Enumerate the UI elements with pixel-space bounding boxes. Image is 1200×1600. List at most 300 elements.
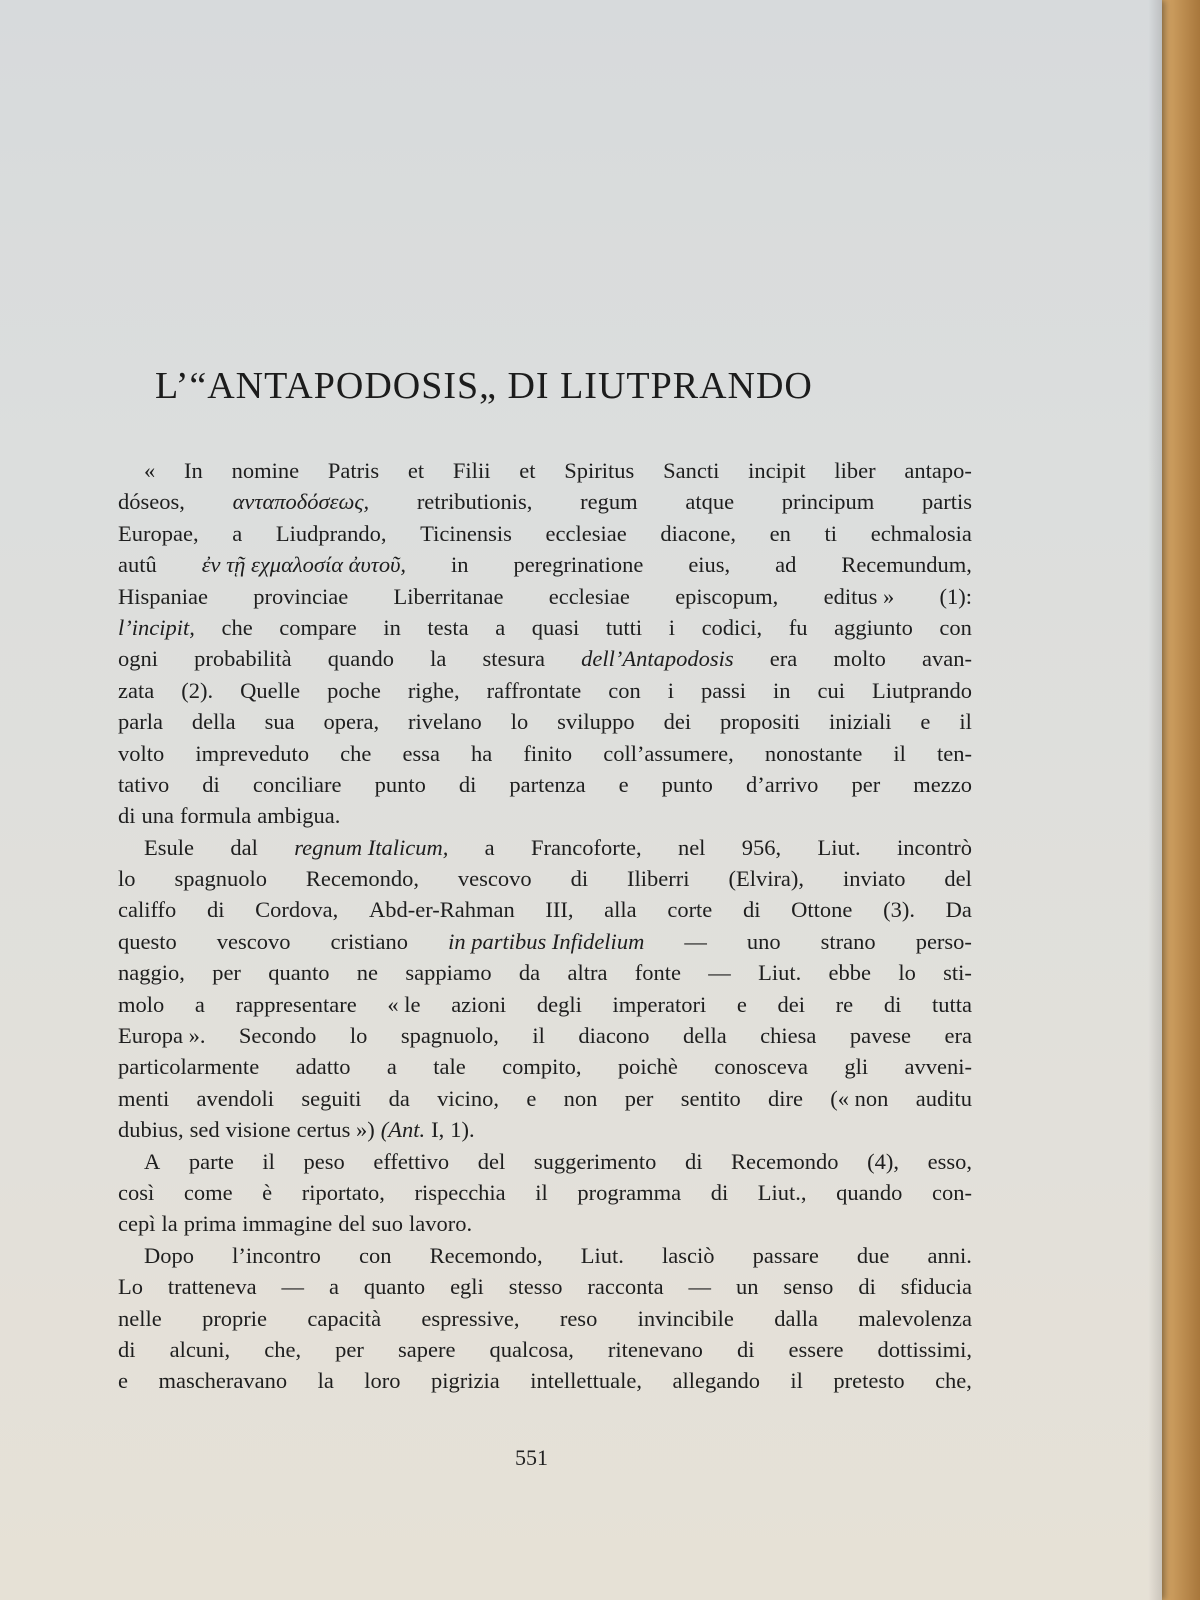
word: dubius,: [118, 1117, 184, 1143]
word: en: [769, 520, 791, 546]
word: gli: [844, 1054, 869, 1080]
word: ad: [775, 552, 797, 578]
word: non: [563, 1085, 598, 1111]
word: Europae,: [118, 520, 199, 546]
word: Sancti: [663, 458, 720, 483]
word: a: [495, 614, 506, 640]
word: quando: [836, 1179, 903, 1205]
word: con: [358, 1242, 392, 1268]
word: con-: [931, 1179, 972, 1205]
word: lo: [898, 960, 916, 986]
word: Liutprando: [871, 677, 972, 703]
text-line: [118, 675, 972, 706]
word: nomine: [231, 458, 300, 483]
word: seguiti: [301, 1085, 362, 1111]
word: peso: [303, 1148, 345, 1174]
word: eius,: [688, 552, 731, 578]
word: sapere: [397, 1336, 456, 1362]
word: il: [532, 1023, 545, 1049]
word: fu: [788, 614, 808, 640]
word: naggio,: [118, 960, 185, 986]
word: dei: [777, 991, 806, 1017]
word: in: [383, 614, 401, 640]
word: del: [944, 866, 972, 892]
word: avendoli: [196, 1085, 275, 1111]
word: riportato,: [301, 1179, 385, 1205]
word: perso-: [915, 928, 972, 954]
word: vescovo: [216, 928, 291, 954]
body-text: [118, 455, 972, 1397]
word: califfo: [118, 897, 177, 923]
word: sed: [189, 1117, 220, 1143]
word: raffrontate: [486, 677, 582, 703]
word: ἐν τῇ εχμαλοσία ἀυτοῦ,: [201, 552, 407, 578]
word: conosceva: [714, 1054, 808, 1080]
word: in: [450, 552, 469, 578]
word: a: [386, 1054, 397, 1080]
word: Liut.,: [757, 1179, 807, 1205]
word: immagine: [242, 1211, 333, 1237]
word: propositi: [720, 709, 801, 735]
word: avan-: [921, 646, 972, 672]
word: ti: [824, 520, 838, 546]
word: i: [668, 614, 675, 640]
word: lo: [349, 1023, 368, 1049]
word: episcopum,: [675, 583, 779, 609]
word: chiesa: [760, 1023, 817, 1049]
word: lo: [118, 866, 136, 892]
word: l’incontro: [232, 1242, 321, 1268]
word: dalla: [774, 1305, 818, 1331]
word: ebbe: [828, 960, 872, 986]
word: ecclesiae: [548, 583, 630, 609]
word: ambigua.: [257, 803, 341, 829]
word: (4),: [867, 1148, 899, 1174]
word: e: [118, 1368, 128, 1394]
word: pavese: [849, 1023, 912, 1049]
word: da: [518, 960, 541, 986]
word: il: [262, 1148, 275, 1174]
word: suggerimento: [533, 1148, 657, 1174]
word: cristiano: [330, 928, 409, 954]
word: rispecchia: [414, 1179, 506, 1205]
word: Hispaniae: [118, 583, 208, 609]
word: dell’Antapodosis: [581, 646, 734, 672]
word: dottissimi,: [877, 1336, 972, 1362]
word: cepì: [118, 1211, 156, 1237]
word: fonte: [634, 960, 681, 986]
word: invincibile: [637, 1305, 734, 1331]
word: 1).: [450, 1117, 475, 1143]
word: pigrizia: [431, 1368, 500, 1394]
word: codici,: [701, 614, 763, 640]
text-line: [118, 769, 972, 800]
word: capacità: [307, 1305, 382, 1331]
word: (Elvira),: [728, 866, 805, 892]
word: dal: [230, 834, 258, 860]
word: di: [710, 1179, 729, 1205]
word: nelle: [118, 1305, 162, 1331]
word: Spiritus: [564, 458, 635, 483]
word: zata: [118, 677, 155, 703]
text-line: [118, 894, 972, 925]
text-line: [118, 1177, 972, 1208]
word: partenza: [509, 771, 586, 797]
word: per: [335, 1336, 364, 1362]
word: uno: [746, 928, 781, 954]
word: essa: [402, 740, 440, 766]
word: egli: [450, 1274, 484, 1300]
word: loro: [364, 1368, 401, 1394]
word: del: [338, 1211, 366, 1237]
word: In: [184, 458, 203, 483]
word: et: [519, 458, 536, 483]
word: era: [944, 1023, 972, 1049]
word: effettivo: [373, 1148, 450, 1174]
word: azioni: [451, 991, 507, 1017]
text-line: [118, 863, 972, 894]
word: per: [212, 960, 241, 986]
word: nel: [677, 834, 706, 860]
text-line: [118, 832, 972, 863]
word: editus »: [823, 583, 895, 609]
word: tale: [433, 1054, 466, 1080]
word: I,: [431, 1117, 445, 1143]
word: visione: [225, 1117, 291, 1143]
word: suo: [371, 1211, 403, 1237]
word: di: [206, 897, 225, 923]
word: di: [202, 771, 220, 797]
word: il: [959, 709, 972, 735]
word: lo: [510, 709, 529, 735]
word: tutta: [931, 991, 972, 1017]
word: dire: [768, 1085, 803, 1111]
text-line: [118, 738, 972, 769]
word: a: [328, 1274, 339, 1300]
word: Cordova,: [255, 897, 339, 923]
word: (3).: [883, 897, 915, 923]
word: di: [684, 1148, 703, 1174]
word: pretesto: [833, 1368, 905, 1394]
word: echmalosia: [870, 520, 972, 546]
text-line: [118, 1083, 972, 1114]
word: righe,: [407, 677, 460, 703]
word: molo: [118, 991, 165, 1017]
word: probabilità: [194, 646, 292, 672]
word: anni.: [927, 1242, 972, 1268]
word: compare: [279, 614, 357, 640]
word: formula: [180, 803, 252, 829]
word: il: [893, 740, 906, 766]
word: i: [667, 677, 674, 703]
word: strano: [820, 928, 876, 954]
word: essere: [788, 1336, 844, 1362]
word: (1):: [939, 583, 972, 609]
word: imperatori: [612, 991, 707, 1017]
word: dóseos,: [118, 489, 185, 515]
word: vicino,: [437, 1085, 500, 1111]
word: in partibus Infidelium: [448, 928, 645, 954]
word: Iliberri: [627, 866, 690, 892]
word: Europa ».: [118, 1023, 206, 1049]
word: lasciò: [662, 1242, 715, 1268]
text-line: [118, 800, 972, 831]
word: e: [920, 709, 931, 735]
word: Francoforte,: [531, 834, 642, 860]
word: è: [262, 1179, 273, 1205]
word: antapo-: [904, 458, 972, 483]
word: corte: [667, 897, 713, 923]
word: poichè: [617, 1054, 678, 1080]
word: cui: [817, 677, 845, 703]
word: vescovo: [457, 866, 532, 892]
word: per: [624, 1085, 654, 1111]
word: da: [388, 1085, 410, 1111]
text-line: [118, 1114, 972, 1145]
word: ha: [471, 740, 493, 766]
word: il: [535, 1179, 548, 1205]
word: sti-: [943, 960, 972, 986]
word: spagnuolo: [174, 866, 267, 892]
text-line: [118, 1051, 972, 1082]
word: nonostante: [764, 740, 863, 766]
word: Recemondo,: [429, 1242, 543, 1268]
text-line: [118, 518, 972, 549]
word: prima: [183, 1211, 237, 1237]
text-line: [118, 926, 972, 957]
word: dei: [663, 709, 692, 735]
word: era: [769, 646, 798, 672]
word: della: [191, 709, 236, 735]
word: ανταποδόσεως,: [232, 489, 370, 515]
word: mezzo: [913, 771, 972, 797]
word: di: [736, 1336, 755, 1362]
word: espressive,: [421, 1305, 520, 1331]
word: del: [477, 1148, 506, 1174]
word: incipit: [748, 458, 806, 483]
text-line: [118, 455, 972, 486]
word: Quelle: [240, 677, 301, 703]
word: stesso: [508, 1274, 563, 1300]
word: Secondo: [238, 1023, 317, 1049]
word: Liberritanae: [393, 583, 504, 609]
word: compito,: [502, 1054, 582, 1080]
word: di: [118, 803, 136, 829]
word: due: [856, 1242, 890, 1268]
word: mascheravano: [158, 1368, 288, 1394]
word: punto: [661, 771, 713, 797]
word: di: [742, 897, 761, 923]
word: tativo: [118, 771, 170, 797]
word: Recemundum,: [841, 552, 972, 578]
word: aggiunto: [834, 614, 913, 640]
text-line: [118, 1365, 972, 1396]
word: malevolenza: [858, 1305, 972, 1331]
word: Liut.: [580, 1242, 624, 1268]
word: con: [608, 677, 641, 703]
word: e: [618, 771, 629, 797]
word: Recemondo,: [305, 866, 419, 892]
word: Liudprando,: [275, 520, 387, 546]
word: Ottone: [791, 897, 853, 923]
text-line: [118, 612, 972, 643]
word: sappiamo: [405, 960, 492, 986]
word: degli: [536, 991, 582, 1017]
word: il: [790, 1368, 803, 1394]
text-line: [118, 549, 972, 580]
word: un: [735, 1274, 759, 1300]
word: incontrò: [896, 834, 972, 860]
word: di: [858, 1274, 876, 1300]
word: impreveduto: [195, 740, 310, 766]
text-line: [118, 1271, 972, 1302]
word: intellettuale,: [530, 1368, 643, 1394]
word: a: [194, 991, 205, 1017]
word: e: [736, 991, 747, 1017]
word: di: [118, 1336, 136, 1362]
word: con: [939, 614, 972, 640]
word: autû: [118, 552, 157, 578]
word: retributionis,: [416, 489, 533, 515]
chapter-title: L’“ANTAPODOSIS„ DI LIUTPRANDO: [155, 365, 813, 407]
word: che: [340, 740, 372, 766]
word: della: [683, 1023, 727, 1049]
word: lavoro.: [408, 1211, 473, 1237]
word: parla: [118, 709, 163, 735]
word: « le: [387, 991, 421, 1017]
word: sviluppo: [557, 709, 635, 735]
text-line: [118, 643, 972, 674]
word: a: [484, 834, 495, 860]
word: adatto: [295, 1054, 351, 1080]
word: alcuni,: [169, 1336, 231, 1362]
word: re: [835, 991, 854, 1017]
word: ten-: [937, 740, 972, 766]
word: particolarmente: [118, 1054, 260, 1080]
word: programma: [577, 1179, 682, 1205]
word: qualcosa,: [489, 1336, 574, 1362]
word: così: [118, 1179, 155, 1205]
word: liber: [834, 458, 876, 483]
word: la: [317, 1368, 334, 1394]
word: ogni: [118, 646, 159, 672]
word: questo: [118, 928, 177, 954]
word: che,: [935, 1368, 972, 1394]
word: tratteneva: [167, 1274, 257, 1300]
word: di: [570, 866, 589, 892]
word: di: [883, 991, 902, 1017]
word: «: [144, 458, 156, 483]
word: Esule: [144, 834, 194, 860]
word: poche: [327, 677, 381, 703]
page-number: 551: [515, 1445, 548, 1470]
word: (2).: [181, 677, 214, 703]
word: diacono: [578, 1023, 650, 1049]
word: molto: [833, 646, 886, 672]
word: regnum Italicum,: [294, 834, 449, 860]
word: —: [684, 928, 707, 954]
word: regum: [580, 489, 638, 515]
word: sentito: [680, 1085, 741, 1111]
word: quando: [327, 646, 394, 672]
word: auditu: [915, 1085, 972, 1111]
text-line: [118, 1303, 972, 1334]
word: —: [708, 960, 731, 986]
word: testa: [427, 614, 469, 640]
word: ritenevano: [607, 1336, 703, 1362]
word: inviato: [842, 866, 906, 892]
word: tutti: [605, 614, 643, 640]
text-line: [118, 1208, 972, 1239]
page-edge-shadow: [1148, 0, 1162, 1600]
text-line: [118, 581, 972, 612]
word: senso: [783, 1274, 834, 1300]
text-line: [118, 1334, 972, 1365]
word: Abd-er-Rahman: [368, 897, 515, 923]
word: parte: [188, 1148, 234, 1174]
word: reso: [559, 1305, 598, 1331]
word: ecclesiae: [545, 520, 627, 546]
word: partis: [922, 489, 972, 515]
word: Lo: [118, 1274, 143, 1300]
word: spagnuolo,: [400, 1023, 499, 1049]
word: Liut.: [817, 834, 861, 860]
word: in: [772, 677, 791, 703]
word: quanto: [268, 960, 330, 986]
word: per: [851, 771, 881, 797]
word: (« non: [830, 1085, 889, 1111]
word: altra: [567, 960, 608, 986]
word: Dopo: [144, 1242, 194, 1268]
word: conciliare: [252, 771, 342, 797]
word: che: [221, 614, 253, 640]
word: sua: [264, 709, 295, 735]
text-line: [118, 706, 972, 737]
word: menti: [118, 1085, 170, 1111]
word: la: [161, 1211, 178, 1237]
word: (Ant.: [380, 1117, 426, 1143]
word: d’arrivo: [745, 771, 819, 797]
word: una: [141, 803, 175, 829]
text-line: [118, 486, 972, 517]
word: Da: [945, 897, 972, 923]
word: come: [183, 1179, 233, 1205]
word: passi: [700, 677, 746, 703]
word: ne: [356, 960, 379, 986]
word: quasi: [531, 614, 580, 640]
word: quanto: [363, 1274, 426, 1300]
word: atque: [685, 489, 735, 515]
word: rivelano: [408, 709, 482, 735]
word: principum: [781, 489, 875, 515]
word: rappresentare: [235, 991, 357, 1017]
word: 956,: [741, 834, 782, 860]
word: proprie: [202, 1305, 268, 1331]
word: Filii: [452, 458, 491, 483]
word: et: [407, 458, 425, 483]
word: finito: [523, 740, 573, 766]
word: iniziali: [829, 709, 892, 735]
word: —: [688, 1274, 712, 1300]
word: Patris: [327, 458, 380, 483]
word: A: [144, 1148, 161, 1174]
word: provinciae: [253, 583, 349, 609]
word: e: [526, 1085, 537, 1111]
word: Liut.: [758, 960, 802, 986]
word: a: [232, 520, 243, 546]
word: —: [281, 1274, 305, 1300]
word: punto: [374, 771, 426, 797]
